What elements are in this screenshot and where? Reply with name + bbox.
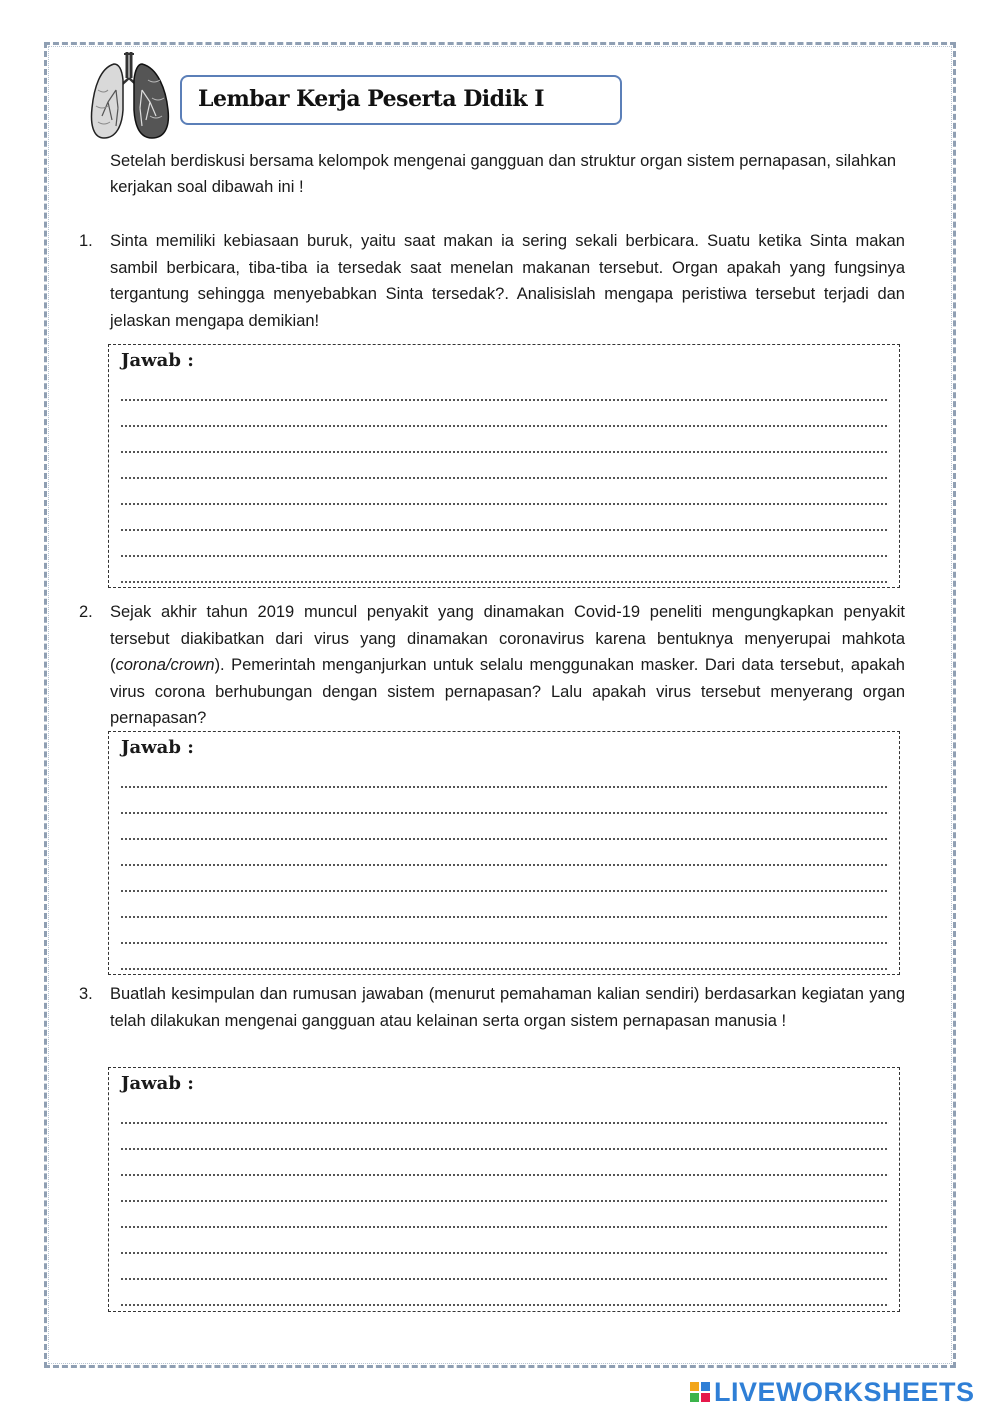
answer-line[interactable] bbox=[121, 1098, 887, 1124]
brand-name: LIVEWORKSHEETS bbox=[714, 1376, 975, 1407]
question-3 bbox=[79, 981, 905, 1034]
title-box bbox=[180, 75, 622, 125]
answer-box-2[interactable] bbox=[108, 731, 900, 975]
answer-line[interactable] bbox=[121, 1280, 887, 1306]
answer-line[interactable] bbox=[121, 944, 887, 970]
lungs-icon bbox=[86, 50, 172, 142]
brand-logo bbox=[690, 1377, 975, 1407]
question-number: 3. bbox=[79, 985, 93, 1003]
answer-label: Jawab : bbox=[121, 1073, 194, 1094]
answer-label: Jawab : bbox=[121, 737, 194, 758]
answer-line[interactable] bbox=[121, 427, 887, 453]
answer-box-3[interactable] bbox=[108, 1067, 900, 1312]
liveworksheets-icon bbox=[690, 1382, 710, 1402]
question-1 bbox=[79, 228, 905, 334]
answer-box-1[interactable] bbox=[108, 344, 900, 588]
answer-line[interactable] bbox=[121, 788, 887, 814]
answer-line[interactable] bbox=[121, 840, 887, 866]
question-number: 1. bbox=[79, 232, 93, 250]
answer-line[interactable] bbox=[121, 505, 887, 531]
question-number: 2. bbox=[79, 603, 93, 621]
answer-line[interactable] bbox=[121, 1202, 887, 1228]
answer-line[interactable] bbox=[121, 1228, 887, 1254]
answer-line[interactable] bbox=[121, 557, 887, 583]
answer-line[interactable] bbox=[121, 375, 887, 401]
answer-line[interactable] bbox=[121, 866, 887, 892]
answer-line[interactable] bbox=[121, 1176, 887, 1202]
question-text: Sejak akhir tahun 2019 muncul penyakit yang dinamakan Covid-19 peneliti mengungkapkan penyakit tersebut diakibatkan dari virus yang dinamakan coronavirus karena bentuknya menyerupai mahkota ( bbox=[110, 603, 905, 674]
answer-line[interactable] bbox=[121, 762, 887, 788]
question-2 bbox=[79, 599, 905, 732]
answer-line[interactable] bbox=[121, 1150, 887, 1176]
intro-text: Setelah berdiskusi bersama kelompok mengenai gangguan dan struktur organ sistem pernapasan, silahkan kerjakan soal dibawah ini ! bbox=[110, 152, 897, 196]
question-text: Buatlah kesimpulan dan rumusan jawaban (menurut pemahaman kalian sendiri) berdasarkan kegiatan yang telah dilakukan mengenai gangguan atau kelainan serta organ sistem pernapasan manusia ! bbox=[110, 985, 905, 1030]
question-text: Sinta memiliki kebiasaan buruk, yaitu saat makan ia sering sekali berbicara. Suatu ketika Sinta makan sambil berbicara, tiba-tiba ia tersedak saat menelan makanan tersebut. Organ apakah yang fungsinya tergantung sehingga menyebabkan Sinta tersedak?. Analisislah mengapa peristiwa tersebut terjadi dan jelaskan mengapa demikian! bbox=[110, 232, 905, 330]
answer-line[interactable] bbox=[121, 401, 887, 427]
answer-line[interactable] bbox=[121, 892, 887, 918]
answer-line[interactable] bbox=[121, 1124, 887, 1150]
answer-line[interactable] bbox=[121, 479, 887, 505]
answer-line[interactable] bbox=[121, 531, 887, 557]
answer-label: Jawab : bbox=[121, 350, 194, 371]
answer-line[interactable] bbox=[121, 918, 887, 944]
question-text-after: ). Pemerintah menganjurkan untuk selalu menggunakan masker. Dari data tersebut, apakah virus corona berhubungan dengan sistem pernapasan? Lalu apakah virus tersebut menyerang organ pernapasan? bbox=[110, 656, 905, 727]
answer-line[interactable] bbox=[121, 453, 887, 479]
answer-line[interactable] bbox=[121, 1254, 887, 1280]
answer-line[interactable] bbox=[121, 814, 887, 840]
page-title: Lembar Kerja Peserta Didik I bbox=[198, 86, 545, 112]
question-text-italic: corona/crown bbox=[115, 656, 215, 674]
